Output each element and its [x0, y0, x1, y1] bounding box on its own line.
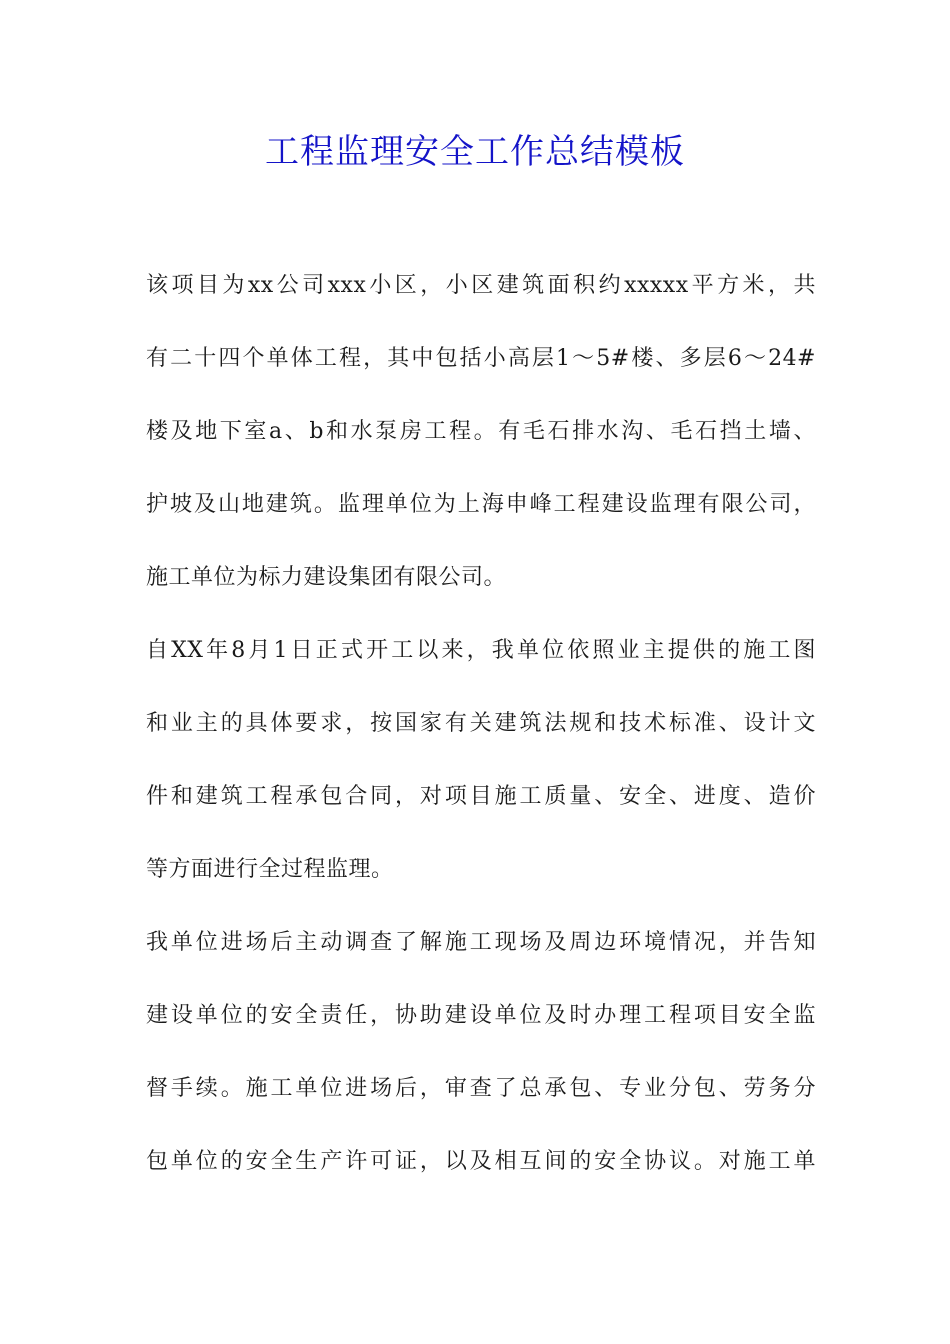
document-title: 工程监理安全工作总结模板 [265, 132, 685, 172]
paragraph-line: 件和建筑工程承包合同，对项目施工质量、安全、进度、造价 [146, 784, 816, 809]
paragraph-line: 施工单位为标力建设集团有限公司。 [146, 565, 507, 590]
paragraph-line: 该项目为xx公司xxx小区，小区建筑面积约xxxxx平方米，共 [146, 273, 816, 298]
paragraph-line: 等方面进行全过程监理。 [146, 857, 394, 882]
paragraph-line: 自XX年8月1日正式开工以来，我单位依照业主提供的施工图 [146, 638, 816, 663]
paragraph-line: 包单位的安全生产许可证，以及相互间的安全协议。对施工单 [146, 1149, 816, 1174]
paragraph-line: 和业主的具体要求，按国家有关建筑法规和技术标准、设计文 [146, 711, 816, 736]
paragraph-line: 建设单位的安全责任，协助建设单位及时办理工程项目安全监 [146, 1003, 816, 1028]
paragraph-line: 楼及地下室a、b和水泵房工程。有毛石排水沟、毛石挡土墙、 [146, 419, 816, 444]
document-body [146, 262, 816, 1211]
paragraph-line: 我单位进场后主动调查了解施工现场及周边环境情况，并告知 [146, 930, 816, 955]
paragraph-line: 护坡及山地建筑。监理单位为上海申峰工程建设监理有限公司， [146, 492, 816, 517]
paragraph-line: 有二十四个单体工程，其中包括小高层1～5#楼、多层6～24# [146, 346, 816, 371]
paragraph-line: 督手续。施工单位进场后，审查了总承包、专业分包、劳务分 [146, 1076, 816, 1101]
